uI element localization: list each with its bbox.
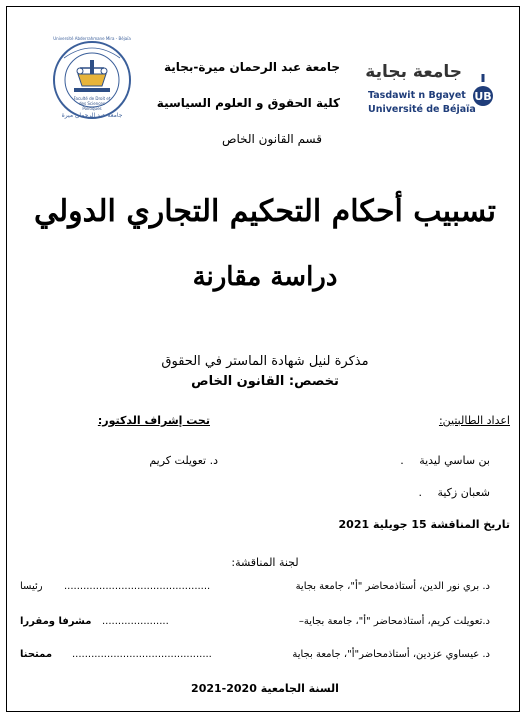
university-seal: [52, 38, 132, 124]
committee-role-3: ممتحنا: [20, 649, 53, 660]
student-2: [418, 486, 490, 499]
committee-role-2: مشرفا ومقررا: [20, 616, 92, 627]
logo-kabyle-name: Tasdawit n Bgayet: [368, 90, 466, 101]
logo-monogram-icon: [468, 72, 498, 108]
student-1: [400, 454, 490, 467]
supervisor-name: د. تعويلت كريم: [149, 454, 218, 467]
committee-row-2: [20, 616, 490, 632]
academic-year: السنة الجامعية 2020-2021: [191, 682, 339, 695]
committee-row-3: [20, 649, 490, 665]
supervisor-label: تحت إشراف الدكتور:: [97, 414, 210, 427]
seal-ring-text: Université Abderrahmane Mira - Béjaïa: [53, 36, 131, 41]
dotted-leader: ............................................: [72, 649, 212, 660]
bullet-dot: .: [400, 454, 404, 467]
dotted-leader: .....................: [102, 616, 169, 627]
committee-member-1: د. بري نور الدين، أستاذمحاضر "أ"، جامعة بجاية: [295, 581, 490, 592]
seal-inner-text: Faculté de Droit et des Sciences Politiques: [73, 96, 111, 111]
memo-specialty: تخصص: القانون الخاص: [191, 374, 339, 389]
committee-member-2: د.تعويلت كريم، أستاذمحاضر "أ"، جامعة بجاية–: [298, 616, 490, 627]
defense-date: تاريخ المناقشة 15 جويلية 2021: [338, 518, 510, 531]
dotted-leader: ..............................................: [64, 581, 211, 592]
department-name: قسم القانون الخاص: [221, 132, 322, 146]
faculty-name: كلية الحقوق و العلوم السياسية: [156, 96, 340, 110]
logo-monogram-text: UB: [474, 90, 492, 103]
university-name: جامعة عبد الرحمان ميرة-بجاية: [163, 60, 340, 74]
thesis-title: تسبيب أحكام التحكيم التجاري الدولي: [34, 194, 496, 229]
students-label: اعداد الطالبتين:: [438, 414, 510, 427]
logo-arabic-name: جامعة بجاية: [365, 62, 462, 82]
student-1-name: بن ساسي ليدية: [419, 454, 490, 467]
committee-row-1: [20, 581, 490, 597]
committee-label: لجنة المناقشة:: [231, 556, 299, 569]
thesis-subtitle: دراسة مقارنة: [192, 262, 338, 292]
committee-member-3: د. عيساوي عزدين، أستاذمحاضر"أ"، جامعة بجاية: [292, 649, 490, 660]
memo-purpose: مذكرة لنيل شهادة الماستر في الحقوق: [161, 354, 369, 369]
logo-french-name: Université de Béjaïa: [368, 104, 476, 115]
student-2-name: شعبان زكية: [437, 486, 490, 499]
committee-role-1: رئيسا: [20, 581, 43, 592]
bullet-dot: .: [418, 486, 422, 499]
seal-bottom-text: جامعة عبد الرحمان ميرة: [61, 112, 123, 119]
university-logo: [365, 60, 508, 120]
